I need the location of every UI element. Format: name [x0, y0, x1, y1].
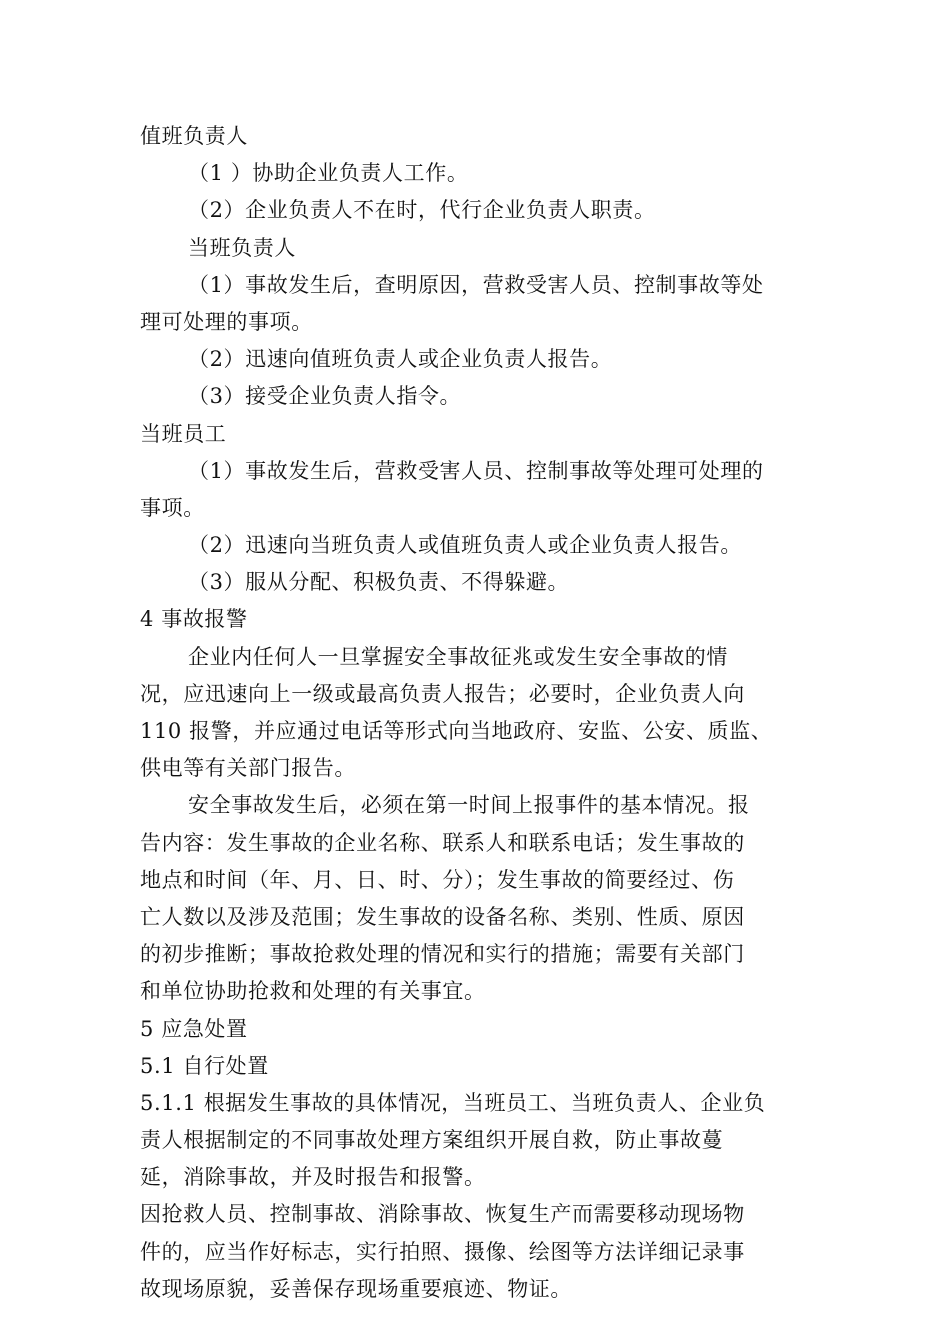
text-line: 和单位协助抢救和处理的有关事宜。	[140, 979, 486, 1004]
text-line: （3）接受企业负责人指令。	[188, 384, 462, 409]
section-heading-alarm: 4 事故报警	[140, 607, 248, 632]
text-line: 地点和时间（年、月、日、时、分）；发生事故的简要经过、伤	[140, 867, 735, 892]
text-line: （1）事故发生后，查明原因，营救受害人员、控制事故等处	[188, 272, 764, 297]
text-line: 企业内任何人一旦掌握安全事故征兆或发生安全事故的情	[188, 644, 728, 669]
text-line: 亡人数以及涉及范围；发生事故的设备名称、类别、性质、原因	[140, 904, 745, 929]
text-line: （1 ）协助企业负责人工作。	[188, 161, 469, 186]
text-line: 责人根据制定的不同事故处理方案组织开展自救，防止事故蔓	[140, 1128, 724, 1153]
text-line: （2）企业负责人不在时，代行企业负责人职责。	[188, 198, 656, 223]
document-body	[140, 118, 818, 1308]
text-line: 延，消除事故，并及时报告和报警。	[140, 1165, 486, 1190]
text-line: 110 报警，并应通过电话等形式向当地政府、安监、公安、质监、	[140, 719, 773, 743]
heading-shift-staff: 当班员工	[140, 421, 227, 446]
text-line: 理可处理的事项。	[140, 309, 313, 334]
text-line: 5.1.1 根据发生事故的具体情况，当班员工、当班负责人、企业负	[140, 1090, 766, 1115]
text-line: 况，应迅速向上一级或最高负责人报告；必要时，企业负责人向	[140, 681, 745, 706]
text-line: 件的，应当作好标志，实行拍照、摄像、绘图等方法详细记录事	[140, 1239, 745, 1264]
heading-shift-manager: 当班负责人	[188, 235, 296, 260]
text-line: （3）服从分配、积极负责、不得躲避。	[188, 570, 570, 595]
text-line: 告内容：发生事故的企业名称、联系人和联系电话；发生事故的	[140, 830, 745, 855]
subsection-heading: 5.1 自行处置	[140, 1053, 269, 1078]
text-line: 故现场原貌，妥善保存现场重要痕迹、物证。	[140, 1276, 572, 1301]
text-line: （1）事故发生后，营救受害人员、控制事故等处理可处理的	[188, 458, 764, 483]
text-line: 安全事故发生后，必须在第一时间上报事件的基本情况。报	[188, 793, 750, 818]
text-line: （2）迅速向值班负责人或企业负责人报告。	[188, 347, 613, 372]
text-line: 的初步推断；事故抢救处理的情况和实行的措施；需要有关部门	[140, 942, 745, 967]
text-line: 因抢救人员、控制事故、消除事故、恢复生产而需要移动现场物	[140, 1202, 745, 1227]
text-line: 供电等有关部门报告。	[140, 756, 356, 781]
section-heading-emergency: 5 应急处置	[140, 1016, 248, 1041]
text-line: （2）迅速向当班负责人或值班负责人或企业负责人报告。	[188, 533, 742, 558]
text-line: 事项。	[140, 495, 205, 520]
heading-duty-manager: 值班负责人	[140, 124, 248, 148]
